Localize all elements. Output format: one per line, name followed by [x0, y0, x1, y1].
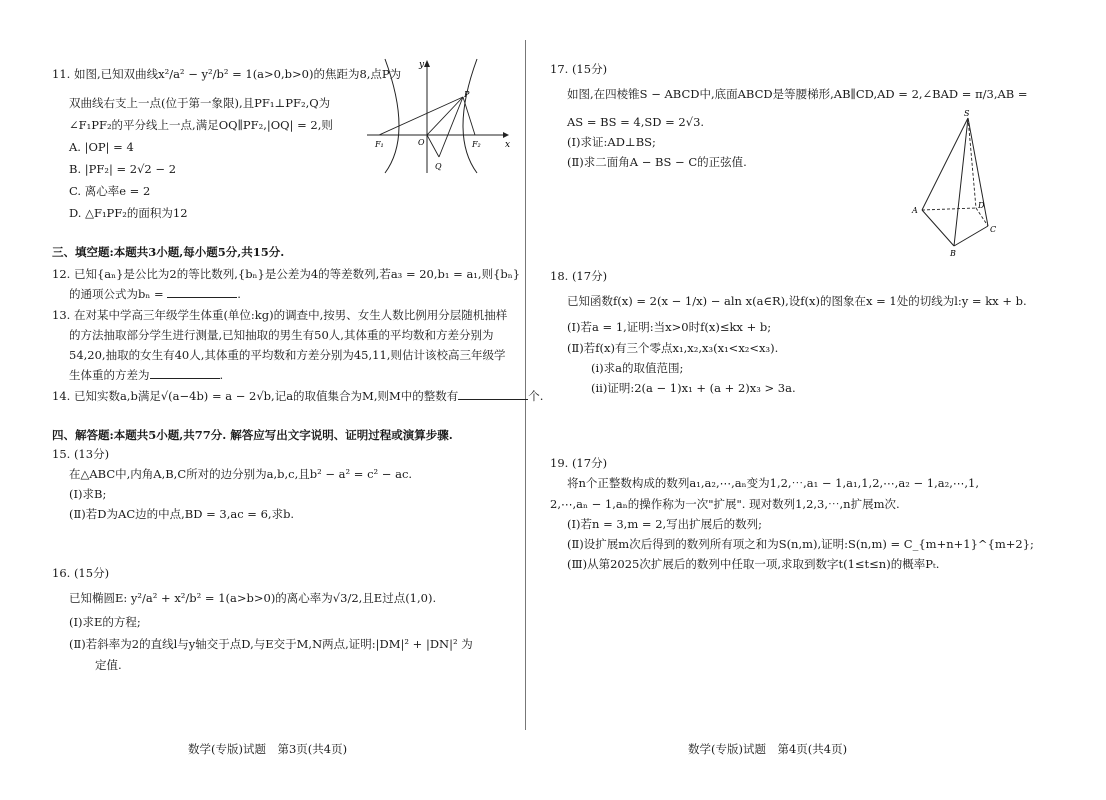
- q18-sub-1: (ⅰ)求a的取值范围;: [591, 361, 684, 375]
- q11-line-2: 双曲线右支上一点(位于第一象限),且PF₁⊥PF₂,Q为: [69, 96, 331, 110]
- q13-line-4-text: 生体重的方差为: [69, 368, 150, 382]
- figure-label-p: P: [464, 90, 470, 99]
- q19-part-2: (Ⅱ)设扩展m次后得到的数列所有项之和为S(n,m),证明:S(n,m) = C_{m+n+1}^{m+2};: [567, 537, 1034, 551]
- q11-option-d: D. △F₁PF₂的面积为12: [69, 206, 188, 220]
- q15-line-1: 在△ABC中,内角A,B,C所对的边分别为a,b,c,且b² − a² = c² − ac.: [69, 467, 413, 481]
- q18-part-1: (Ⅰ)若a = 1,证明:当x>0时f(x)≤kx + b;: [567, 320, 772, 334]
- q11-option-a: A. |OP| = 4: [69, 140, 134, 154]
- q17-line-2: AS = BS = 4,SD = 2√3.: [567, 115, 705, 129]
- q18-head: 18. (17分): [550, 269, 608, 283]
- q13-line-1: 13. 在对某中学高三年级学生体重(单位:kg)的调查中,按男、女生人数比例用分层随机抽样: [52, 308, 508, 322]
- pyramid-figure: [908, 108, 1008, 258]
- figure-label-f2: F₂: [472, 140, 481, 149]
- q14-line-1: [52, 388, 543, 404]
- q18-line-1: 已知函数f(x) = 2(x − 1/x) − aln x(a∈R),设f(x)的图象在x = 1处的切线为l:y = kx + b.: [567, 294, 1027, 308]
- page-footer-right: 数学(专版)试题 第4页(共4页): [688, 742, 848, 756]
- q13-line-4: 生体重的方差为 .: [69, 368, 224, 382]
- q19-line-2: 2,⋯,aₙ − 1,aₙ的操作称为一次"扩展". 现对数列1,2,3,⋯,n扩展m次.: [550, 497, 900, 511]
- q17-line-1: 如图,在四棱锥S − ABCD中,底面ABCD是等腰梯形,AB∥CD,AD = 2,∠BAD = π/3,AB =: [567, 87, 1028, 101]
- q16-line-1: 已知椭圆E: y²/a² + x²/b² = 1(a>b>0)的离心率为√3/2,且E过点(1,0).: [69, 591, 437, 605]
- figure-label-s: S: [964, 109, 970, 118]
- section-4-title: 四、解答题:本题共5小题,共77分. 解答应写出文字说明、证明过程或演算步骤.: [52, 428, 453, 442]
- left-page: [0, 0, 544, 800]
- q19-line-1: 将n个正整数构成的数列a₁,a₂,⋯,aₙ变为1,2,⋯,a₁ − 1,a₁,1,2,⋯,a₂ − 1,a₂,⋯,1,: [567, 476, 979, 490]
- q14-suffix: 个.: [528, 389, 544, 403]
- q12-line-2-text: 的通项公式为bₙ =: [69, 287, 168, 301]
- q13-line-3: 54,20,抽取的女生有40人,其体重的平均数和方差分别为45,11,则估计该校高三年级学: [69, 348, 506, 362]
- q16-head: 16. (15分): [52, 566, 110, 580]
- q15-part-2: (Ⅱ)若D为AC边的中点,BD = 3,ac = 6,求b.: [69, 507, 295, 521]
- figure-label-o: O: [418, 138, 425, 147]
- hyperbola-figure: [365, 55, 515, 175]
- q19-head: 19. (17分): [550, 456, 608, 470]
- q15-part-1: (Ⅰ)求B;: [69, 487, 107, 501]
- q16-part-2b: 定值.: [95, 658, 122, 672]
- figure-label-y: y: [419, 60, 425, 70]
- answer-blank: [167, 287, 237, 298]
- answer-blank: [150, 368, 220, 379]
- section-3-title: 三、填空题:本题共3小题,每小题5分,共15分.: [52, 245, 285, 259]
- answer-blank: [458, 389, 528, 400]
- q11-option-c: C. 离心率e = 2: [69, 184, 151, 198]
- figure-label-d: D: [978, 201, 985, 210]
- figure-label-x: x: [505, 140, 511, 150]
- q16-part-1: (Ⅰ)求E的方程;: [69, 615, 141, 629]
- figure-label-a: A: [912, 206, 918, 215]
- q18-sub-2: (ⅱ)证明:2(a − 1)x₁ + (a + 2)x₃ > 3a.: [591, 381, 796, 395]
- q11-line-3: ∠F₁PF₂的平分线上一点,满足OQ∥PF₂,|OQ| = 2,则: [69, 118, 333, 132]
- q18-part-2: (Ⅱ)若f(x)有三个零点x₁,x₂,x₃(x₁<x₂<x₃).: [567, 341, 779, 355]
- q19-part-1: (Ⅰ)若n = 3,m = 2,写出扩展后的数列;: [567, 517, 763, 531]
- q15-head: 15. (13分): [52, 447, 110, 461]
- page-divider: [525, 40, 526, 730]
- figure-label-q: Q: [435, 162, 442, 171]
- q17-part-2: (Ⅱ)求二面角A − BS − C的正弦值.: [567, 155, 747, 169]
- q19-part-3: (Ⅲ)从第2025次扩展后的数列中任取一项,求取到数字t(1≤t≤n)的概率Pₜ.: [567, 557, 940, 571]
- q17-head: 17. (15分): [550, 62, 608, 76]
- figure-label-f1: F₁: [375, 140, 384, 149]
- figure-label-c: C: [990, 225, 997, 234]
- q11-line-1: 11. 如图,已知双曲线x²/a² − y²/b² = 1(a>0,b>0)的焦距为8,点P为: [52, 67, 402, 81]
- q17-part-1: (Ⅰ)求证:AD⊥BS;: [567, 135, 656, 149]
- right-page: [530, 0, 1106, 800]
- q12-line-1: 12. 已知{aₙ}是公比为2的等比数列,{bₙ}是公差为4的等差数列,若a₃ = 20,b₁ = a₁,则{bₙ}: [52, 267, 521, 281]
- q11-option-b: B. |PF₂| = 2√2 − 2: [69, 162, 177, 176]
- page-footer-left: 数学(专版)试题 第3页(共4页): [188, 742, 348, 756]
- q12-line-2: 的通项公式为bₙ = .: [69, 287, 241, 301]
- q16-part-2: (Ⅱ)若斜率为2的直线l与y轴交于点D,与E交于M,N两点,证明:|DM|² + |DN|² 为: [69, 637, 473, 651]
- q13-line-2: 的方法抽取部分学生进行测量,已知抽取的男生有50人,其体重的平均数和方差分别为: [69, 328, 494, 342]
- q14-line-1-text: 14. 已知实数a,b满足√(a−4b) = a − 2√b,记a的取值集合为M,则M中的整数有: [52, 389, 459, 403]
- figure-label-b: B: [950, 249, 956, 258]
